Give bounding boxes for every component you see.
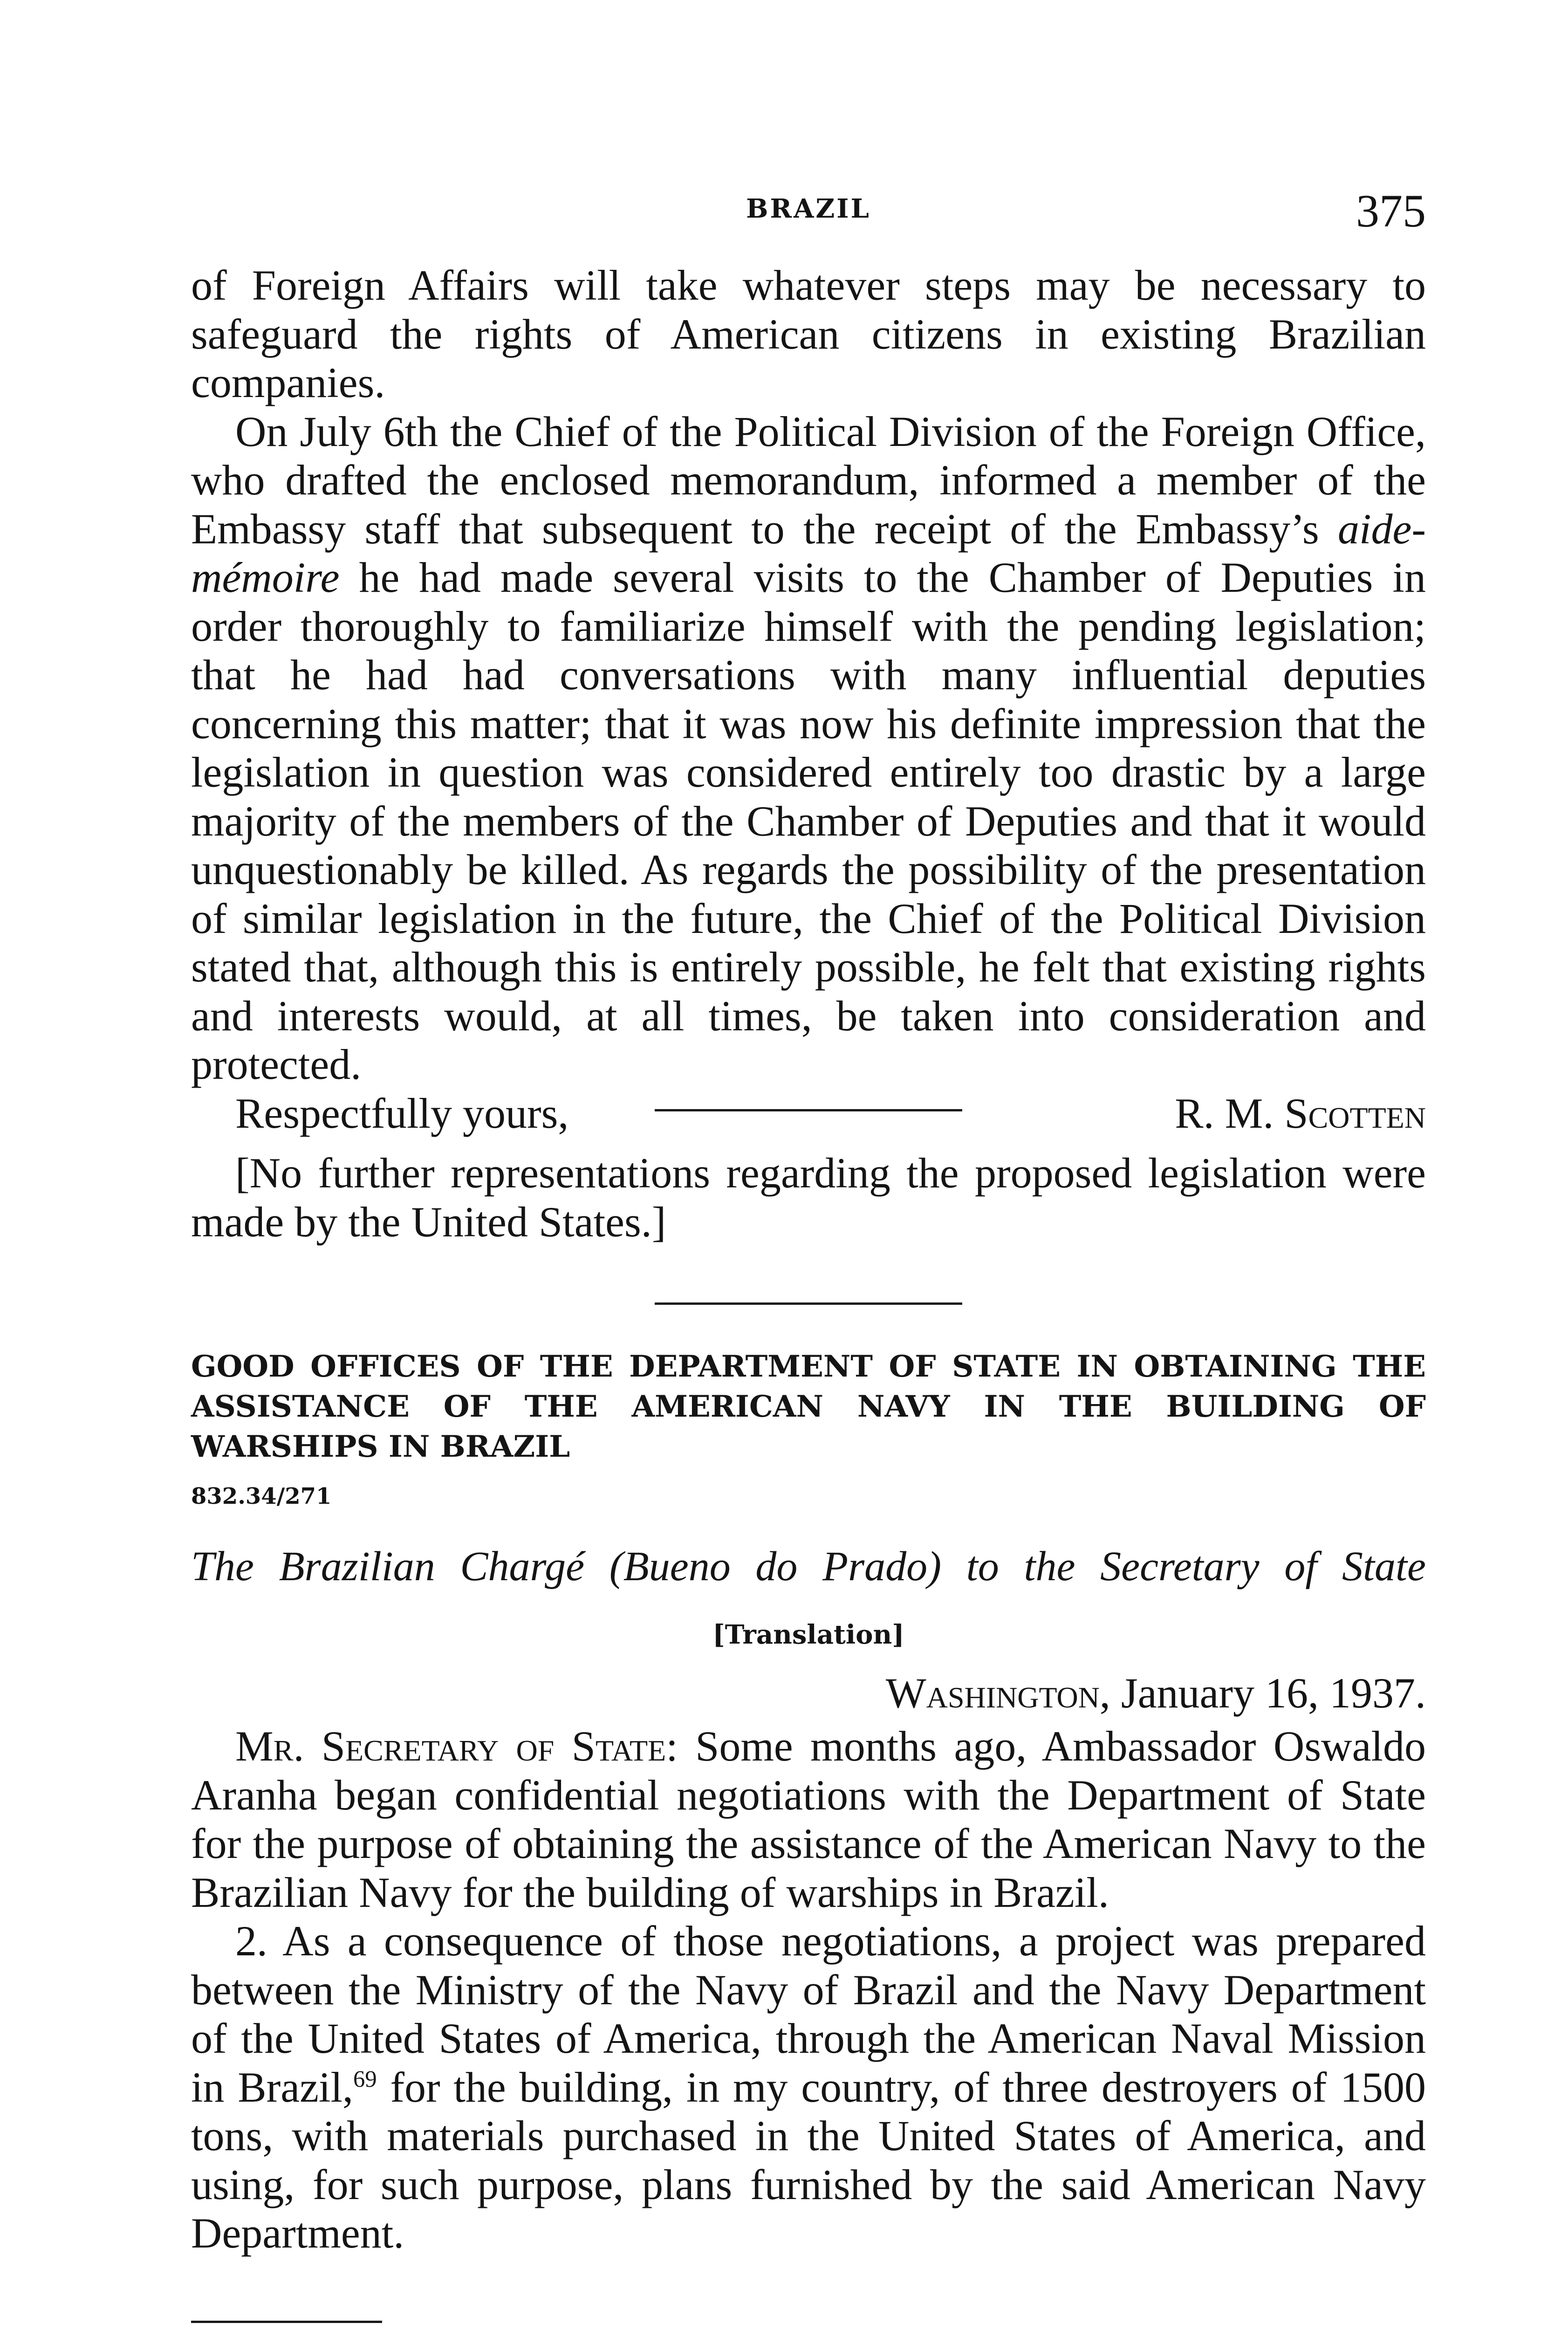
section-heading-line (191, 1387, 1426, 1427)
paragraph-text-after: for the building, in my country, of three destroyers of 1500 tons, with materials purchased in the United States of America, and using, for such purpose, plans furnished by the said American Navy Department. (191, 2063, 1426, 2257)
aide-memoire-term: aide-mémoire (191, 505, 1426, 601)
section-heading-line: GOOD OFFICES OF THE DEPARTMENT OF STATE IN OBTAINING THE (191, 1349, 1426, 1384)
section-divider (655, 1109, 962, 1111)
running-title: BRAZIL (746, 193, 871, 224)
paragraph-text-before: 2. As a consequence of those negotiations, a project was prepared between the Ministry of the Navy of Brazil and the Navy Department of the United States of America, through the American Naval Mission in Brazil, (191, 1917, 1426, 2111)
dateline-date: , January 16, 1937. (1099, 1669, 1426, 1717)
editorial-note-text: [No further representations regarding the proposed legislation were made by the United States.] (191, 1149, 1426, 1246)
salutation: Mr. Secretary of State (235, 1722, 666, 1770)
translation-label: [Translation] (712, 1619, 904, 1650)
letter-continuation (191, 261, 1426, 1138)
section-heading (191, 1347, 1426, 1467)
footnote-reference[interactable]: 69 (353, 2065, 377, 2092)
paragraph-text-after: he had made several visits to the Chamber of Deputies in order thoroughly to familiarize himself with the pending legislation; that he had had conversations with many influential deputies concerning this matter; that it was now his definite impression that the legislation in question was considered entirely too drastic by a large majority of the members of the Chamber of Deputies and that it would unquestionably be killed. As regards the possibility of the presentation of similar legislation in the future, the Chief of the Political Division stated that, although this is entirely possible, he felt that existing rights and interests would, at all times, be taken into consideration and protected. (191, 554, 1426, 1088)
paragraph-text-before: On July 6th the Chief of the Political Division of the Foreign Office, who drafted the enclosed memorandum, informed a member of the Embassy staff that subsequent to the receipt of the Embassy’s (191, 407, 1426, 553)
file-number: 832.34/271 (191, 1483, 332, 1509)
note-body (191, 1722, 1426, 2258)
running-head (191, 184, 1426, 235)
page-number: 375 (1356, 185, 1426, 237)
dateline-place: Washington (885, 1669, 1100, 1717)
paragraph-text: : Some months ago, Ambassador Oswaldo Aranha began confidential negotiations with the Department of State for the purpose of obtaining the assistance of the American Navy to the Brazilian Navy for the building of warships in Brazil. (191, 1722, 1426, 1916)
signoff (235, 1089, 1426, 1138)
signature: R. M. Scotten (1175, 1089, 1426, 1137)
document-title: The Brazilian Chargé (Bueno do Prado) to the Secretary of State (191, 1543, 1426, 1590)
editorial-note (191, 1149, 1426, 1246)
dateline (886, 1668, 1426, 1718)
closing: Respectfully yours, (235, 1089, 569, 1137)
section-heading-line: WARSHIPS IN BRAZIL (191, 1429, 570, 1464)
paragraph-salutation (191, 1722, 1426, 1917)
paragraph-continuation: of Foreign Affairs will take whatever steps may be necessary to safeguard the rights of American citizens in existing Brazilian companies. (191, 261, 1426, 406)
paragraph-2 (191, 1917, 1426, 2258)
section-divider (655, 1302, 962, 1305)
section-heading-line-2: ASSISTANCE OF THE AMERICAN NAVY IN THE BUILDING OF (191, 1389, 1426, 1424)
paragraph-political-division (191, 407, 1426, 1089)
footnote-rule (191, 2321, 382, 2323)
